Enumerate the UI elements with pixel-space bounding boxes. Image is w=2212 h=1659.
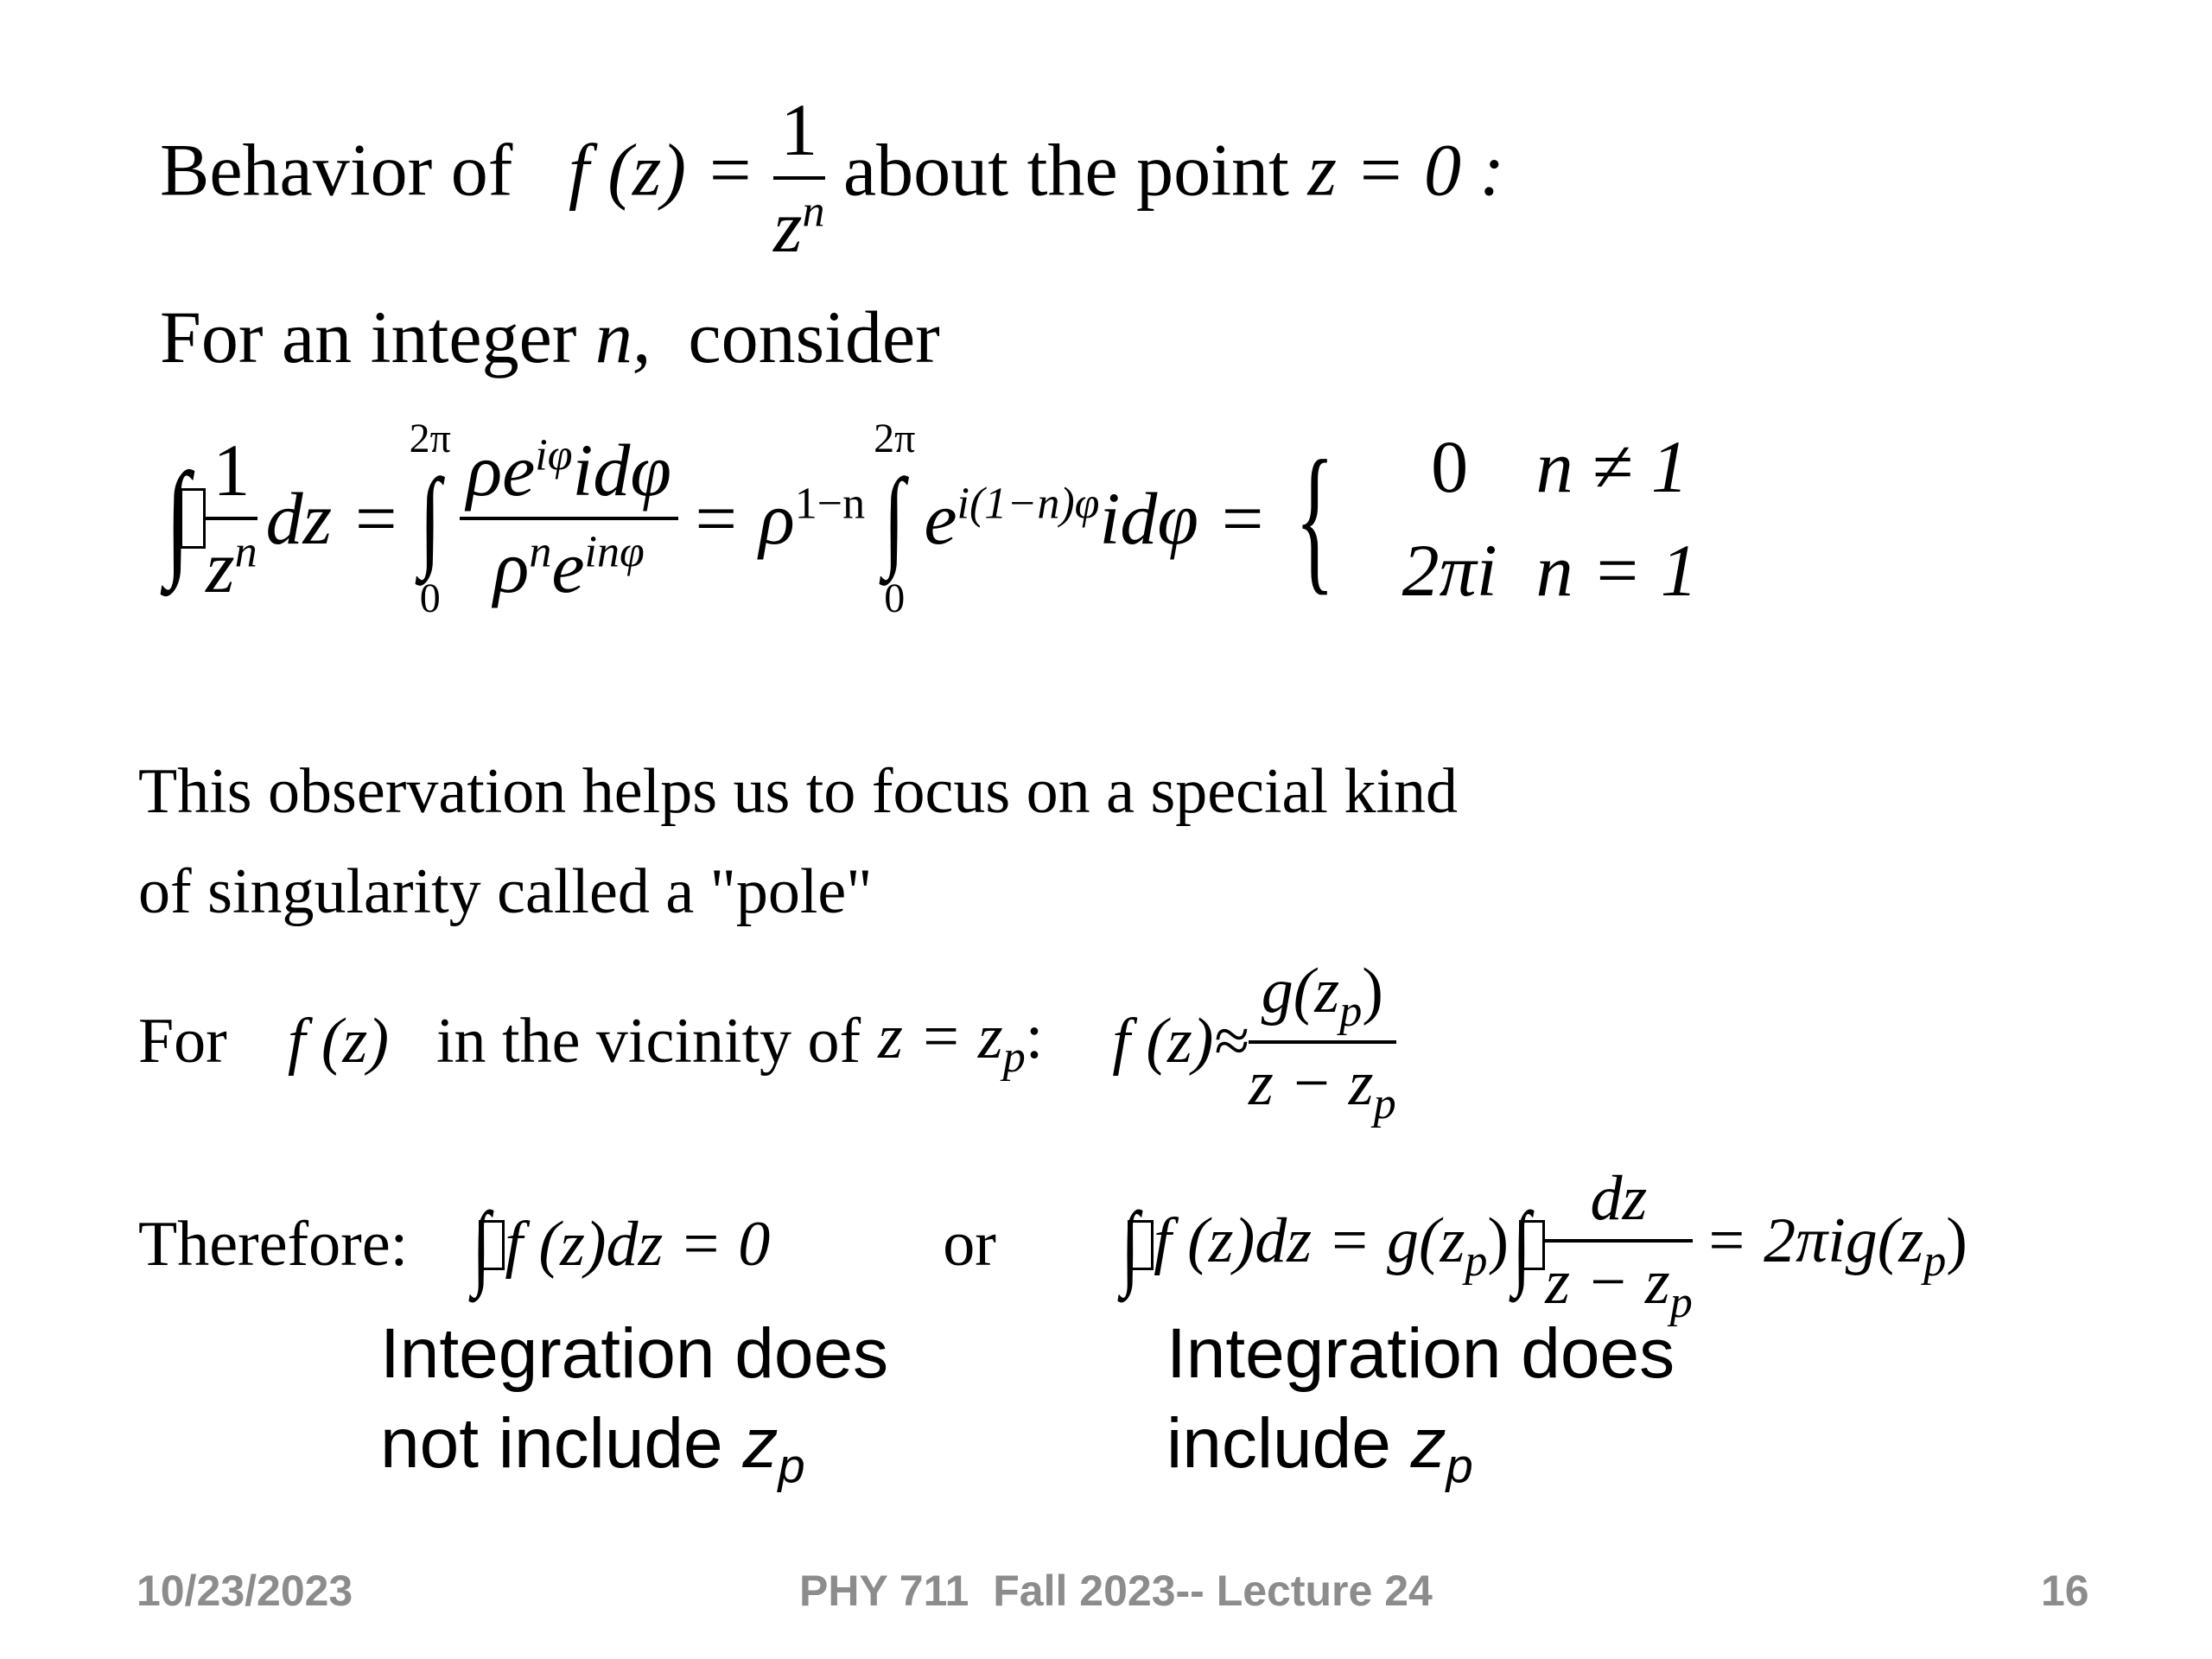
- vicinity-lead: For: [138, 1006, 227, 1077]
- vicinity-line: [138, 955, 1396, 1129]
- heading-behavior-tail: about the point: [843, 128, 1289, 212]
- note-left-line1: Integration does: [380, 1314, 889, 1393]
- note-right: [1166, 1309, 1675, 1510]
- therefore-line: [138, 1162, 1967, 1328]
- eq-rho-term: = $\rho^{1-n}$: [690, 477, 866, 560]
- footer-date: 10/23/2023: [137, 1567, 353, 1615]
- function-label: f (z) =: [568, 128, 755, 212]
- footer-course: PHY 711 Fall 2023-- Lecture 24: [799, 1567, 1433, 1615]
- contour-integral-icon: ∫: [1512, 1192, 1531, 1298]
- heading-integer-var: n,: [594, 296, 652, 378]
- vicinity-fz: f (z): [287, 1006, 389, 1077]
- footer-page-number: 16: [2041, 1567, 2089, 1615]
- note-left: [380, 1309, 888, 1510]
- therefore-left-expr: f (z)dz = 0: [505, 1209, 771, 1281]
- contour-integral-icon: ∫: [472, 1192, 491, 1298]
- heading-point: z = 0 :: [1307, 128, 1505, 212]
- fraction-one-over-zn: [773, 86, 824, 270]
- cases-table: [1363, 423, 1726, 613]
- therefore-or: or: [943, 1209, 996, 1281]
- case1-value: 0: [1431, 425, 1469, 508]
- heading-integer-tail: consider: [688, 296, 940, 378]
- observation-line-1: This observation helps us to focus on a special kind: [138, 756, 1459, 827]
- vicinity-approx: f (z)≈: [1112, 1006, 1249, 1077]
- eq-term1-tail: dz =: [265, 477, 401, 560]
- note-right-line1: Integration does: [1166, 1314, 1675, 1393]
- eq-main-fraction: $\frac{\rho e^{i\varphi}id\varphi}{\rho^ne^{in\varphi}}$: [460, 427, 678, 610]
- vicinity-condition: $z = z_p$:: [878, 1001, 1044, 1083]
- contour-integral-icon: ∫: [1121, 1192, 1140, 1298]
- contour-equation: [160, 415, 1726, 622]
- cases-brace-icon: {: [1295, 428, 1335, 609]
- eq-term1-fraction: $\frac{1}{z^n}$: [206, 429, 257, 608]
- case2-condition: n = 1: [1535, 529, 1698, 612]
- case1-condition: n ≠ 1: [1535, 425, 1688, 508]
- fraction-denominator: $z^n$: [773, 185, 825, 268]
- fraction-numerator: 1: [780, 88, 818, 171]
- fraction-bar: [773, 176, 824, 180]
- observation-text: [138, 741, 1458, 942]
- eq-exponential: $e^{i(1-n)\varphi}id\varphi$ =: [924, 477, 1268, 560]
- vicinity-fraction: $\frac{g(z_p)}{z - z_p}$: [1249, 956, 1396, 1128]
- therefore-right-expr: f $(z)dz = g(z_p)$: [1154, 1205, 1510, 1286]
- vicinity-mid: in the vicinity of: [435, 1006, 861, 1077]
- heading-integer: [160, 294, 940, 380]
- heading-integer-lead: For an integer: [160, 296, 577, 378]
- observation-line-2: of singularity called a "pole": [138, 856, 873, 927]
- integral-1: 2π ∫ 0: [409, 416, 451, 621]
- therefore-fraction: $\frac{dz}{z - z_p}$: [1545, 1163, 1693, 1327]
- note-left-line2: not include $z_p$: [380, 1404, 805, 1493]
- integral-2: 2π ∫ 0: [874, 416, 916, 621]
- note-right-line2: include $z_p$: [1166, 1404, 1473, 1493]
- therefore-lead: Therefore:: [138, 1209, 409, 1281]
- therefore-tail: = $2\pi ig(z_p)$: [1704, 1205, 1967, 1286]
- case2-value: 2πi: [1402, 529, 1497, 612]
- heading-behavior: [160, 86, 1504, 270]
- contour-integral-icon: ∫: [165, 447, 190, 590]
- heading-behavior-lead: Behavior of: [160, 128, 513, 212]
